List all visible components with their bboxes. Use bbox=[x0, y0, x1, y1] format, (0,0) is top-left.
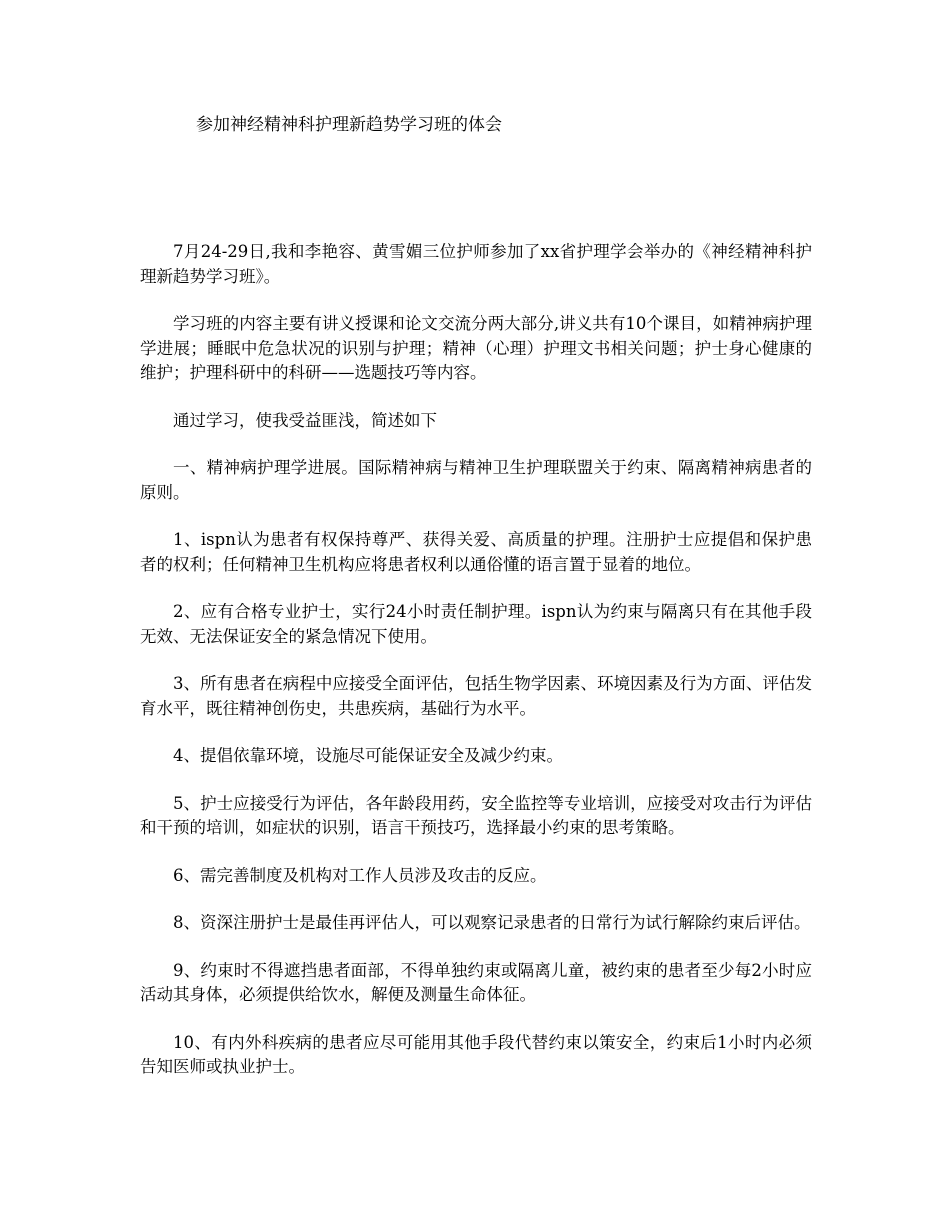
document-body bbox=[140, 240, 812, 1103]
paragraph-item-5: 5、护士应接受行为评估，各年龄段用药，安全监控等专业培训，应接受对攻击行为评估和干预的培训，如症状的识别，语言干预技巧，选择最小约束的思考策略。 bbox=[140, 793, 812, 837]
paragraph-item-8: 8、资深注册护士是最佳再评估人，可以观察记录患者的日常行为试行解除约束后评估。 bbox=[173, 913, 811, 932]
paragraph-item-6: 6、需完善制度及机构对工作人员涉及攻击的反应。 bbox=[173, 865, 547, 885]
paragraph-course-content: 学习班的内容主要有讲义授课和论文交流分两大部分,讲义共有10个课目，如精神病护理学进展；睡眠中危急状况的识别与护理；精神（心理）护理文书相关问题；护士身心健康的维护；护理科研中的科研——选题技巧等内容。 bbox=[140, 314, 812, 382]
paragraph-item-9: 9、约束时不得遮挡患者面部，不得单独约束或隔离儿童，被约束的患者至少每2小时应活动其身体，必须提供给饮水，解便及测量生命体征。 bbox=[140, 960, 812, 1004]
paragraph-section-one: 一、精神病护理学进展。国际精神病与精神卫生护理联盟关于约束、隔离精神病患者的原则。 bbox=[140, 458, 812, 502]
paragraph-intro: 7月24-29日,我和李艳容、黄雪媚三位护师参加了xx省护理学会举办的《神经精神科护理新趋势学习班》。 bbox=[140, 242, 812, 286]
paragraph-item-2: 2、应有合格专业护士，实行24小时责任制护理。ispn认为约束与隔离只有在其他手段无效、无法保证安全的紧急情况下使用。 bbox=[140, 602, 812, 646]
paragraph-summary-lead: 通过学习，使我受益匪浅，简述如下 bbox=[173, 410, 437, 430]
paragraph-item-10: 10、有内外科疾病的患者应尽可能用其他手段代替约束以策安全，约束后1小时内必须告知医师或执业护士。 bbox=[140, 1032, 812, 1076]
paragraph-item-3: 3、所有患者在病程中应接受全面评估，包括生物学因素、环境因素及行为方面、评估发育水平，既往精神创伤史，共患疾病，基础行为水平。 bbox=[140, 674, 812, 718]
paragraph-item-4: 4、提倡依靠环境，设施尽可能保证安全及减少约束。 bbox=[173, 746, 563, 765]
paragraph-item-1: 1、ispn认为患者有权保持尊严、获得关爱、高质量的护理。注册护士应提倡和保护患者的权利；任何精神卫生机构应将患者权利以通俗懂的语言置于显着的地位。 bbox=[140, 530, 812, 574]
document-title: 参加神经精神科护理新趋势学习班的体会 bbox=[196, 115, 502, 135]
